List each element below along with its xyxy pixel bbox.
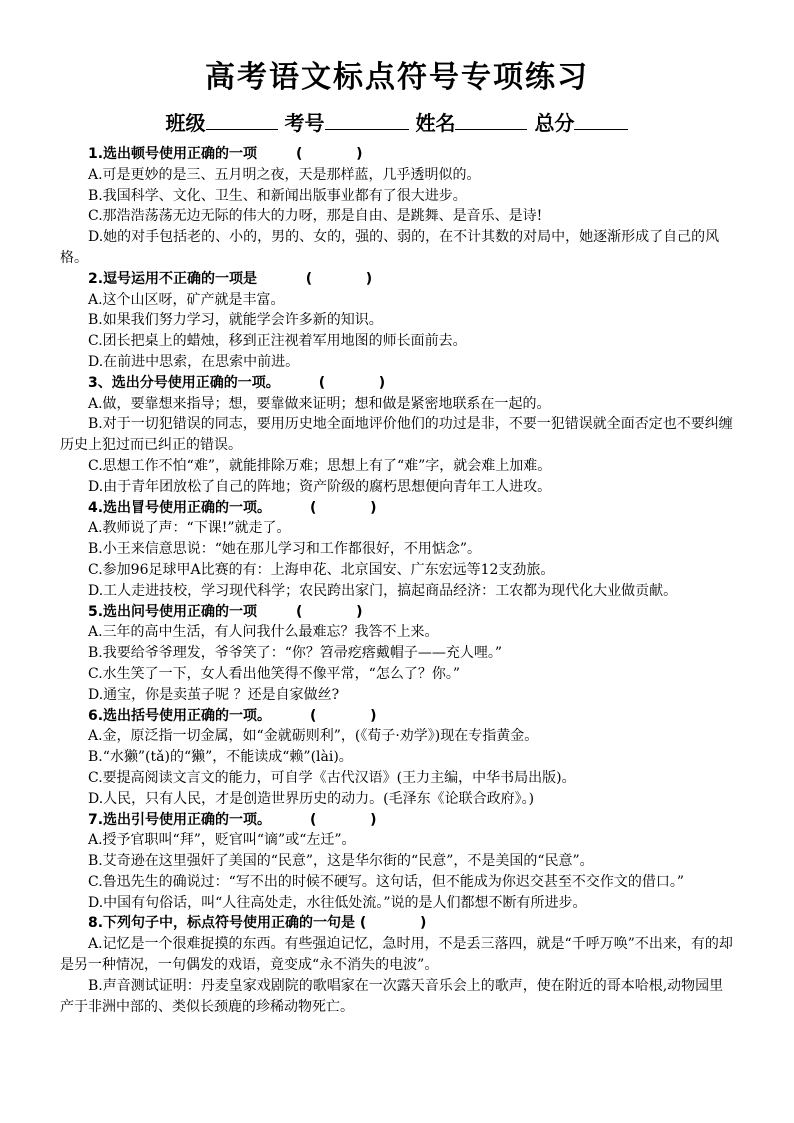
question-stem: 1.选出顿号使用正确的一项 ( ) <box>88 146 363 162</box>
option-b: B.小王来信意思说：“她在那儿学习和工作都很好，不用惦念”。 <box>88 541 482 558</box>
question-stem: 2.逗号运用不正确的一项是 ( ) <box>88 270 373 287</box>
option-b: B.我国科学、文化、卫生、和新闻出版事业都有了很大进步。 <box>88 187 467 204</box>
option-c: C.思想工作不怕“难”，就能排除万难；思想上有了“难”字，就会难上加难。 <box>88 457 552 474</box>
option-b: B.声音测试证明：丹麦皇家戏剧院的歌唱家在一次露天音乐会上的歌声，使在附近的哥本哈根,动物园里产于非洲中部的、类似长颈鹿的珍稀动物死亡。 <box>60 977 724 1015</box>
option-d: D.由于青年团放松了自己的阵地；资产阶级的腐朽思想便向青年工人进攻。 <box>88 478 552 495</box>
score-label: 总分 <box>534 111 575 135</box>
option-a: A.金，原泛指一切金属，如“金就砺则利”，(《荀子·劝学》)现在专指黄金。 <box>88 728 539 745</box>
option-b: B.我要给爷爷理发，爷爷笑了：“你？笤帚疙瘩戴帽子——充人哩。” <box>88 645 503 662</box>
question-8 <box>60 913 736 1017</box>
number-label: 考号 <box>284 111 325 135</box>
question-stem: 8.下列句子中，标点符号使用正确的一句是 ( ) <box>88 915 427 932</box>
option-d: D.通宝，你是卖茧子呢 ？还是自家做丝? <box>88 686 340 703</box>
student-info-line <box>0 109 794 137</box>
name-label: 姓名 <box>415 111 456 135</box>
question-3 <box>60 373 736 498</box>
option-c: C.水生笑了一下，女人看出他笑得不像平常，“怎么了？你。” <box>88 665 460 682</box>
option-a: A.可是更妙的是三、五月明之夜，天是那样蓝，几乎透明似的。 <box>88 166 481 183</box>
option-b: B.对于一切犯错误的同志，要用历史地全面地评价他们的功过是非，不要一犯错误就全面否定也不要纠缠历史上犯过而已纠正的错误。 <box>60 416 733 454</box>
option-a: A.这个山区呀，矿产就是丰富。 <box>88 291 285 308</box>
option-d: D.在前进中思索，在思索中前进。 <box>88 353 300 370</box>
question-7 <box>60 810 736 914</box>
page-title: 高考语文标点符号专项练习 <box>205 60 589 95</box>
option-a: A.教师说了声：“下课!”就走了。 <box>88 520 291 537</box>
question-5 <box>60 602 736 706</box>
name-blank[interactable] <box>455 109 527 130</box>
question-4 <box>60 498 736 602</box>
option-d: D.人民，只有人民，才是创造世界历史的动力。(毛泽东《论联合政府》。) <box>88 790 535 807</box>
option-d: D.她的对手包括老的、小的，男的、女的，强的、弱的，在不计其数的对局中，她逐渐形成了自己的风格。 <box>60 229 720 266</box>
question-stem: 3、选出分号使用正确的一项。 ( ) <box>88 374 386 391</box>
option-a: A.记忆是一个很难捉摸的东西。有些强迫记忆，急时用，不是丢三落四，就是“千呼万唤”不出来，有的却是另一种情况，一句偶发的戏语，竟变成“永不消失的电波”。 <box>60 936 733 974</box>
class-label: 班级 <box>165 111 206 135</box>
option-c: C.鲁迅先生的确说过：“写不出的时候不硬写。这句话，但不能成为你迟交甚至不交作文的借口。” <box>88 873 684 890</box>
option-c: C.团长把桌上的蜡烛，移到正注视着军用地图的师长面前去。 <box>88 333 467 350</box>
question-2 <box>60 269 736 373</box>
question-stem: 6.选出括号使用正确的一项。 ( ) <box>88 707 377 724</box>
question-stem: 5.选出问号使用正确的一项 ( ) <box>88 603 363 620</box>
option-c: C.要提高阅读文言文的能力，可自学《古代汉语》(王力主编，中华书局出版)。 <box>88 769 576 786</box>
option-b: B.如果我们努力学习，就能学会许多新的知识。 <box>88 312 383 329</box>
question-stem: 7.选出引号使用正确的一项。 ( ) <box>88 811 377 828</box>
number-blank[interactable] <box>325 109 409 130</box>
option-b: B.“水獭”(tǎ)的“獭”，不能读成“赖”(lài)。 <box>88 749 353 766</box>
option-a: A.授予官职叫“拜”，贬官叫“谪”或“左迁”。 <box>88 832 356 849</box>
question-1 <box>60 144 736 269</box>
question-stem: 4.选出冒号使用正确的一项。 ( ) <box>88 499 377 516</box>
option-a: A.做，要靠想来指导；想，要靠做来证明；想和做是紧密地联系在一起的。 <box>88 395 551 412</box>
option-c: C.那浩浩荡荡无边无际的伟大的力呀，那是自由、是跳舞、是音乐、是诗! <box>88 208 543 225</box>
class-blank[interactable] <box>206 109 278 130</box>
option-a: A.三年的高中生活，有人问我什么最难忘？我答不上来。 <box>88 624 439 641</box>
option-b: B.艾奇逊在这里强奸了美国的“民意”，这是华尔街的“民意”，不是美国的“民意”。 <box>88 853 594 870</box>
option-d: D.工人走进技校，学习现代科学；农民跨出家门，搞起商品经济：工农都为现代化大业做贡献。 <box>88 582 678 599</box>
option-c: C.参加96足球甲A比赛的有：上海申花、北京国安、广东宏远等12支劲旅。 <box>88 561 555 578</box>
score-blank[interactable] <box>574 109 628 130</box>
option-d: D.中国有句俗话，叫“人往高处走，水往低处流。”说的是人们都想不断有所进步。 <box>88 894 587 911</box>
question-6 <box>60 706 736 810</box>
question-list <box>60 144 736 1017</box>
